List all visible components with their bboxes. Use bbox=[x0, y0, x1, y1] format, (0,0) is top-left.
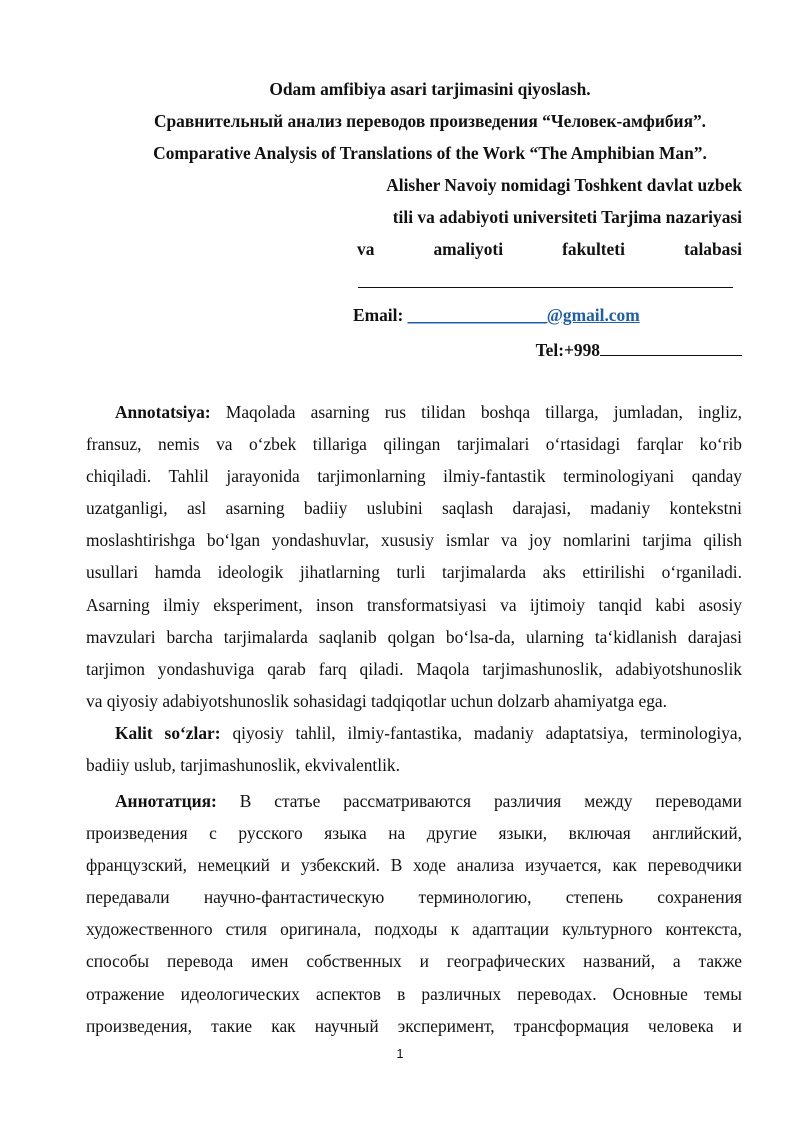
text-line: художественного стиля оригинала, подходы к адаптации культурного контекста, bbox=[86, 919, 742, 940]
title-uzbek: Odam amfibiya asari tarjimasini qiyoslash. bbox=[269, 79, 591, 99]
keywords-uz-label: Kalit so‘zlar: bbox=[115, 723, 221, 743]
annotation-ru-text: В статье рассматриваются различия между переводами bbox=[216, 791, 742, 811]
text-line: badiiy uslub, tarjimashunoslik, ekvivalentlik. bbox=[86, 755, 400, 776]
text-line: fransuz, nemis va o‘zbek tillariga qilingan tarjimalari o‘rtasidagi farqlar ko‘rib bbox=[86, 434, 742, 455]
annotation-uz-label: Annotatsiya: bbox=[115, 402, 211, 422]
text-line: произведения, такие как научный эксперимент, трансформация человека и bbox=[86, 1015, 742, 1036]
text-line: va qiyosiy adabiyotshunoslik sohasidagi tadqiqotlar uchun dolzarb ahamiyatga ega. bbox=[86, 690, 667, 711]
annotation-ru-label: Аннотатция: bbox=[115, 791, 217, 811]
tel-line bbox=[353, 339, 742, 360]
title-english: Comparative Analysis of Translations of the Work “The Amphibian Man”. bbox=[153, 143, 707, 163]
tel-blank bbox=[600, 339, 742, 356]
keywords-uz-text: qiyosiy tahlil, ilmiy-fantastika, madaniy adaptatsiya, terminologiya, bbox=[220, 723, 742, 743]
affiliation-line-2: tili va adabiyoti universiteti Tarjima nazariyasi bbox=[392, 207, 742, 227]
text-line: mavzulari barcha tarjimalarda saqlanib qolgan bo‘lsa-da, ularning ta‘kidlanish darajasi bbox=[86, 626, 742, 647]
text-line bbox=[86, 717, 742, 749]
page-number: 1 bbox=[396, 1046, 404, 1061]
text-line: chiqiladi. Tahlil jarayonida tarjimonlarning ilmiy-fantastik terminologiyani qanday bbox=[86, 466, 742, 487]
text-line: французский, немецкий и узбекский. В ходе анализа изучается, как переводчики bbox=[86, 855, 742, 876]
title-russian: Сравнительный анализ переводов произведения “Человек-амфибия”. bbox=[153, 111, 707, 131]
text-line: Asarning ilmiy eksperiment, inson transformatsiyasi va ijtimoiy tanqid kabi asosiy bbox=[86, 594, 742, 615]
affiliation-word: va bbox=[357, 239, 375, 259]
email-line bbox=[353, 305, 742, 325]
annotation-ru bbox=[86, 785, 742, 1042]
text-line: способы перевода имен собственных и географических названий, а также bbox=[86, 951, 742, 972]
affiliation-line-1: Alisher Navoiy nomidagi Toshkent davlat uzbek bbox=[386, 175, 742, 195]
affiliation-line-3 bbox=[357, 239, 742, 259]
affiliation-word: talabasi bbox=[683, 239, 742, 259]
text-line: uzatganligi, asl asarning badiiy uslubini saqlash darajasi, madaniy kontekstni bbox=[86, 498, 742, 519]
text-line: передавали научно-фантастическую терминологию, степень сохранения bbox=[86, 887, 742, 908]
text-line: tarjimon yondashuviga qarab farq qiladi. Maqola tarjimashunoslik, adabiyotshunoslik bbox=[86, 658, 742, 679]
text-line: произведения с русского языка на другие языки, включая английский, bbox=[86, 823, 742, 844]
annotation-uz bbox=[86, 396, 742, 717]
text-line: usullari hamda ideologik jihatlarning turli tarjimalarda aks ettirilishi o‘rganiladi. bbox=[86, 562, 742, 583]
affiliation-word: amaliyoti bbox=[433, 239, 504, 259]
tel-label: Tel:+998 bbox=[535, 340, 600, 360]
text-line bbox=[86, 396, 742, 428]
text-line bbox=[86, 785, 742, 817]
affiliation-word: fakulteti bbox=[562, 239, 625, 259]
annotation-uz-text: Maqolada asarning rus tilidan boshqa tillarga, jumladan, ingliz, bbox=[210, 402, 742, 422]
email-label: Email: bbox=[353, 305, 404, 325]
name-blank-line bbox=[358, 287, 733, 288]
email-link[interactable]: ________________@gmail.com bbox=[407, 305, 640, 325]
keywords-uz bbox=[86, 717, 742, 781]
text-line: отражение идеологических аспектов в различных переводах. Основные темы bbox=[86, 983, 742, 1004]
text-line: moslashtirishga bo‘lgan yondashuvlar, xususiy ismlar va joy nomlarini tarjima qilish bbox=[86, 530, 742, 551]
